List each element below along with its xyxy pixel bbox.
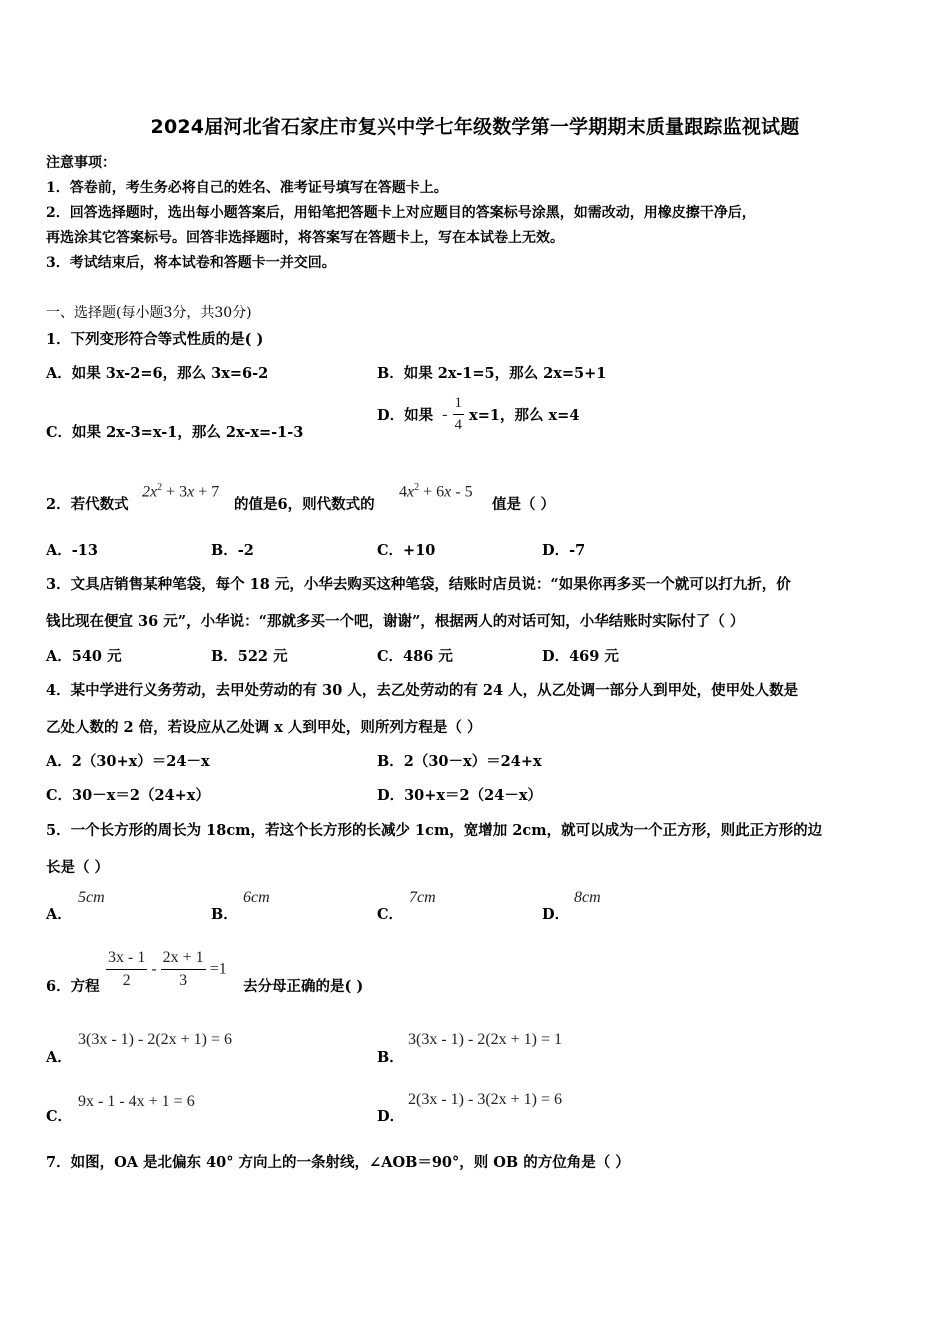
q7-stem: 7．如图，OA 是北偏东 40° 方向上的一条射线，∠AOB＝90°，则 OB 的方位角是（ ） [46, 1154, 630, 1171]
notice-item: 2．回答选择题时，选出每小题答案后，用铅笔把答题卡上对应题目的答案标号涂黑，如需改动，用橡皮擦干净后， [46, 205, 756, 221]
q5-stem-line2: 长是（ ） [46, 859, 110, 876]
q4-option-a: A．2（30+x）＝24－x [46, 753, 210, 770]
q6-option-d: 2(3x - 1) - 3(2x + 1) = 6 [408, 1091, 563, 1108]
q6-option-d-label: D． [377, 1108, 405, 1125]
q2-expression-1: $2x^2 + 3x + 7$ [142, 482, 220, 501]
q6-option-a: 3(3x - 1) - 2(2x + 1) = 6 [78, 1031, 233, 1048]
notice-item: 3．考试结束后，将本试卷和答题卡一并交回。 [46, 255, 336, 271]
q6-suffix: 去分母正确的是( ) [243, 978, 364, 995]
section-heading: 一、选择题(每小题3分，共30分) [46, 305, 252, 321]
q2-prefix: 2．若代数式 [46, 496, 129, 513]
q5-option-b: 6cm [243, 889, 270, 906]
notice-item: 再选涂其它答案标号。回答非选择题时，将答案写在答题卡上，写在本试卷上无效。 [46, 230, 564, 246]
q3-option-c: C．486 元 [377, 648, 453, 665]
q2-expression-2: $4x^2 + 6x - 5$ [399, 482, 473, 501]
q4-option-d: D．30+x＝2（24－x） [377, 787, 542, 804]
q6-option-a-label: A． [46, 1049, 72, 1066]
q6-option-b-label: B． [377, 1049, 404, 1066]
q5-option-c: 7cm [409, 889, 436, 906]
q5-option-b-label: B． [211, 906, 238, 923]
q2-option-a: A．-13 [46, 542, 98, 559]
q4-stem-line2: 乙处人数的 2 倍，若设应从乙处调 x 人到甲处，则所列方程是（ ） [46, 719, 482, 736]
q2-middle: 的值是6，则代数式的 [234, 496, 375, 513]
q6-option-b: 3(3x - 1) - 2(2x + 1) = 1 [408, 1031, 563, 1048]
notice-heading: 注意事项： [46, 155, 116, 171]
q4-stem-line1: 4．某中学进行义务劳动，去甲处劳动的有 30 人，去乙处劳动的有 24 人，从乙处调一部分人到甲处，使甲处人数是 [46, 682, 799, 699]
q3-stem-line1: 3．文具店销售某种笔袋，每个 18 元，小华去购买这种笔袋，结账时店员说：“如果你再多买一个就可以打九折，价 [46, 576, 791, 593]
q6-equation: $\frac{3x - 1}{2}$ - $\frac{2x + 1}{3}$ =1 [108, 949, 227, 989]
page-title: 2024届河北省石家庄市复兴中学七年级数学第一学期期末质量跟踪监视试题 [150, 116, 800, 138]
q5-option-c-label: C． [377, 906, 404, 923]
q1-option-b: B．如果 2x-1=5，那么 2x=5+1 [377, 365, 607, 382]
q1-option-a: A．如果 3x-2=6，那么 3x=6-2 [46, 365, 269, 382]
q2-option-c: C．+10 [377, 542, 436, 559]
q6-option-c: 9x - 1 - 4x + 1 = 6 [78, 1093, 195, 1110]
q2-option-b: B．-2 [211, 542, 254, 559]
q5-option-a: 5cm [78, 889, 105, 906]
notice-item: 1．答卷前，考生务必将自己的姓名、准考证号填写在答题卡上。 [46, 180, 448, 196]
q6-prefix: 6．方程 [46, 978, 100, 995]
q4-option-b: B．2（30－x）＝24+x [377, 753, 542, 770]
q5-option-d-label: D． [542, 906, 570, 923]
q6-option-c-label: C． [46, 1108, 73, 1125]
q5-option-a-label: A． [46, 906, 72, 923]
q3-option-a: A．540 元 [46, 648, 122, 665]
q4-option-c: C．30－x＝2（24+x） [46, 787, 210, 804]
q3-stem-line2: 钱比现在便宜 36 元”，小华说：“那就多买一个吧，谢谢”，根据两人的对话可知，小华结账时实际付了（ ） [46, 613, 745, 630]
q5-option-d: 8cm [574, 889, 601, 906]
q5-stem-line1: 5．一个长方形的周长为 18cm，若这个长方形的长减少 1cm，宽增加 2cm，就可以成为一个正方形，则此正方形的边 [46, 822, 823, 839]
q1-stem: 1．下列变形符合等式性质的是( ) [46, 331, 264, 348]
q3-option-d: D．469 元 [542, 648, 619, 665]
q2-suffix: 值是（ ） [492, 496, 556, 513]
q2-option-d: D．-7 [542, 542, 586, 559]
q1-option-c: C．如果 2x-3=x-1，那么 2x-x=-1-3 [46, 424, 304, 441]
q1-option-d: D．如果 - $\frac{1}{4}$ x=1，那么 x=4 [377, 395, 580, 433]
q3-option-b: B．522 元 [211, 648, 288, 665]
